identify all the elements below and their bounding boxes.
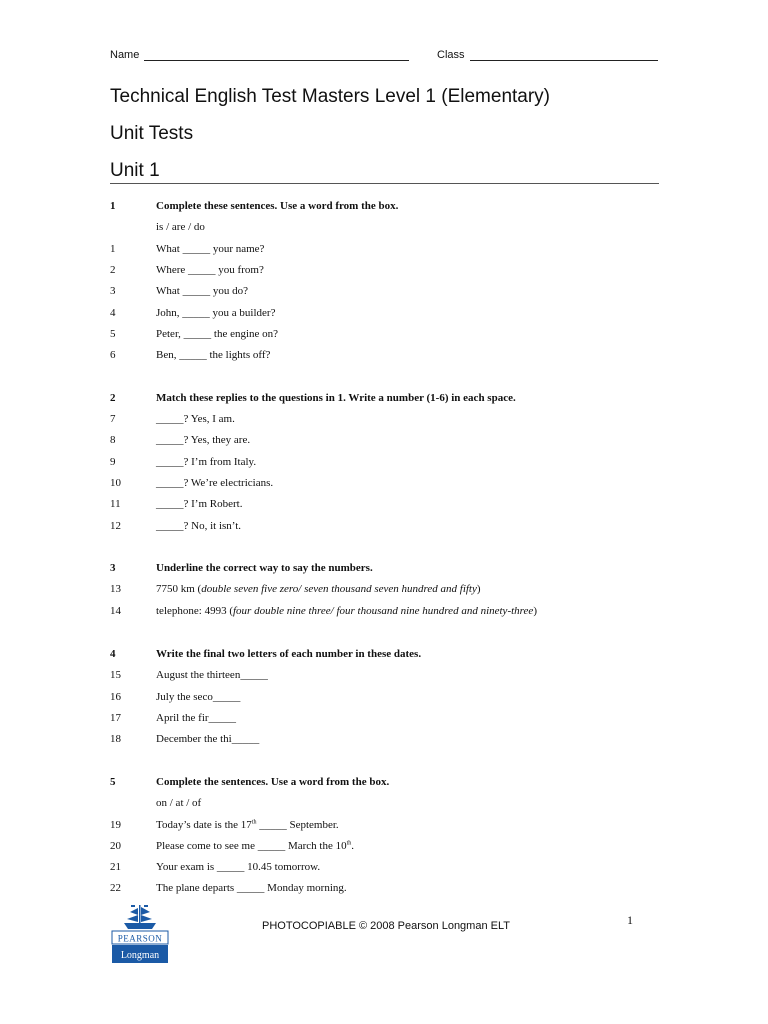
name-field [110,48,409,61]
page-title: Technical English Test Masters Level 1 (Elementary) [110,86,551,107]
ship-icon [124,905,156,929]
class-label: Class [437,49,465,61]
pearson-longman-logo [110,903,170,965]
heading-rule [110,183,659,184]
page-number: 1 [627,913,633,927]
logo-bottom-text: Longman [120,950,160,961]
page-subtitle: Unit Tests [110,123,194,144]
logo-top-text: PEARSON [117,933,163,944]
class-line[interactable] [470,48,658,61]
name-label: Name [110,49,140,61]
footer-copyright: PHOTOCOPIABLE © 2008 Pearson Longman ELT [262,920,510,932]
name-line[interactable] [144,48,409,61]
unit-heading: Unit 1 [110,160,160,181]
class-field [437,48,658,61]
